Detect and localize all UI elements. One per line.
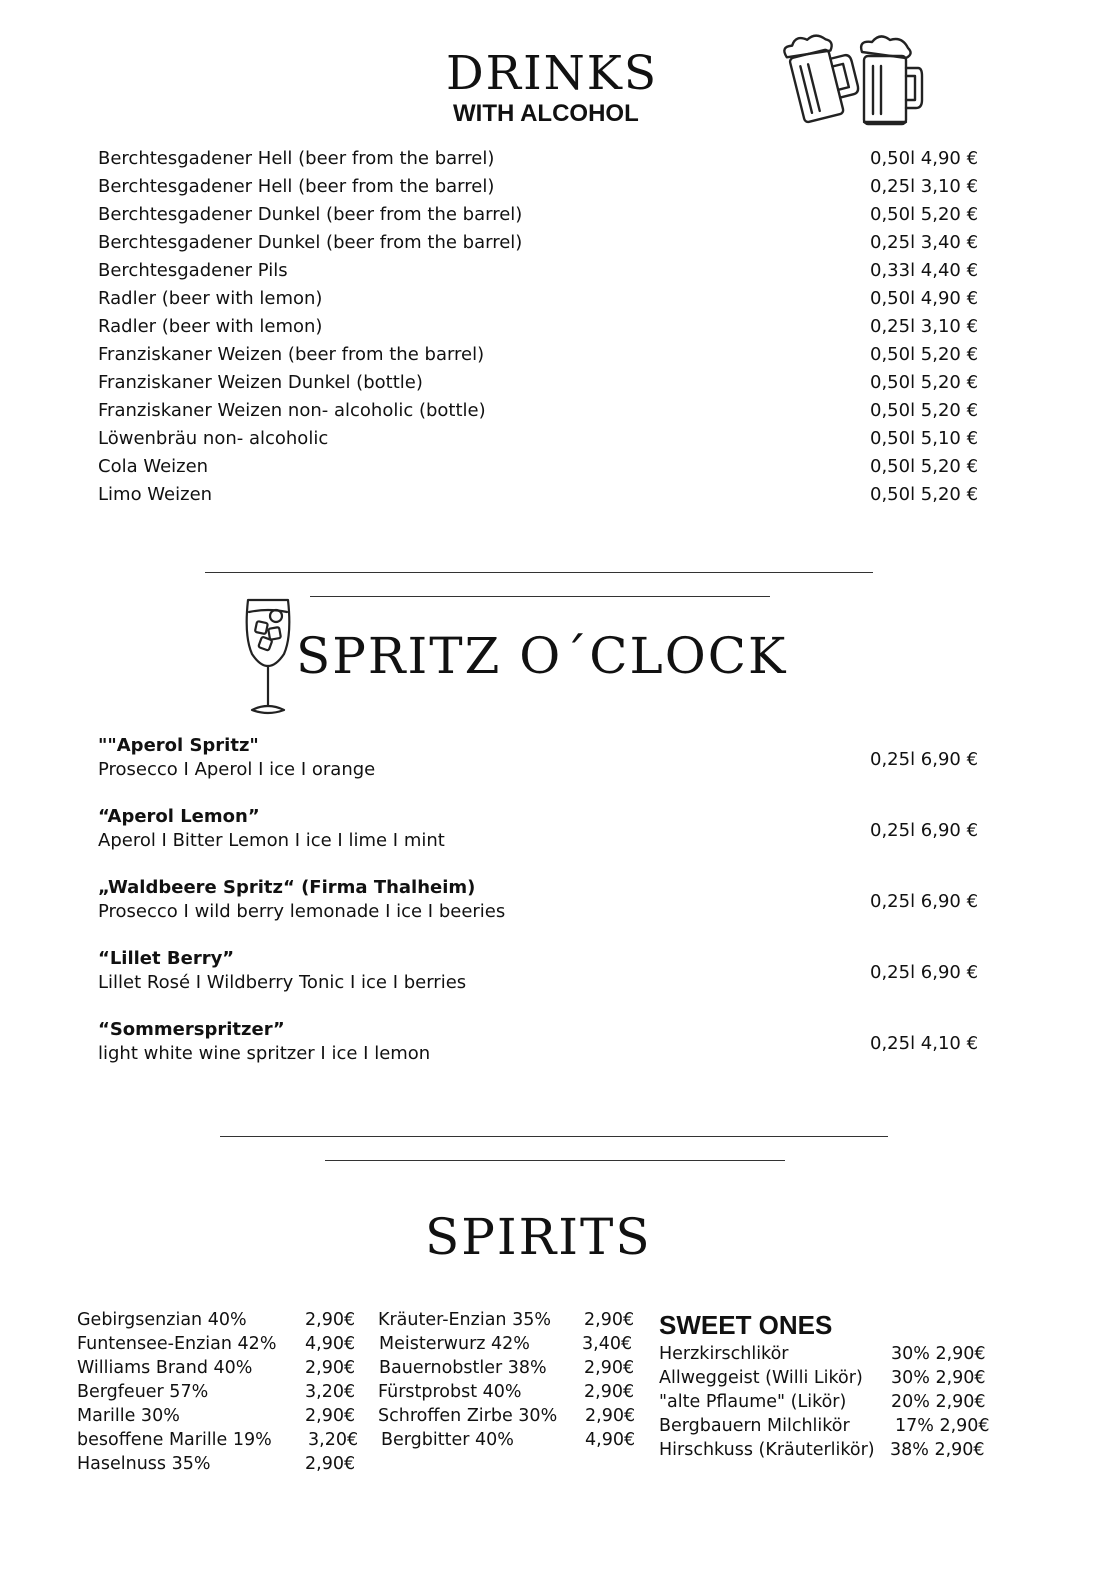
item-price: 3,20€ (305, 1382, 356, 1402)
list-item (77, 1356, 357, 1380)
item-price: 4,90€ (585, 1430, 636, 1450)
item-name: „Waldbeere Spritz“ (Firma Thalheim) (98, 877, 476, 898)
list-item (98, 876, 978, 930)
item-name: Radler (beer with lemon) (98, 316, 323, 337)
item-name: Funtensee-Enzian 42% (77, 1334, 277, 1354)
item-name: ""Aperol Spritz" (98, 735, 259, 756)
item-price: 0,50l 5,20 € (870, 484, 979, 505)
item-price: 0,50l 5,20 € (870, 204, 979, 225)
list-item (659, 1390, 989, 1414)
list-item (98, 201, 978, 229)
list-item (98, 481, 978, 509)
divider-line (325, 1160, 785, 1161)
list-item (98, 229, 978, 257)
item-price: 2,90€ (305, 1358, 356, 1378)
list-item (659, 1366, 989, 1390)
item-description: Prosecco I Aperol I ice I orange (98, 759, 376, 780)
beer-mugs-icon (780, 28, 925, 132)
item-name: Bergbitter 40% (381, 1430, 514, 1450)
item-price: 0,50l 4,90 € (870, 148, 979, 169)
item-description: light white wine spritzer I ice I lemon (98, 1043, 431, 1064)
list-item (378, 1428, 638, 1452)
item-name: Kräuter-Enzian 35% (378, 1310, 551, 1330)
item-price: 0,50l 5,20 € (870, 344, 979, 365)
list-item (659, 1342, 989, 1366)
list-item (98, 734, 978, 788)
list-item (378, 1356, 638, 1380)
list-item (98, 145, 978, 173)
item-name: Berchtesgadener Dunkel (beer from the barrel) (98, 232, 523, 253)
spritz-title: SPRITZ O´CLOCK (296, 627, 788, 685)
list-item (378, 1380, 638, 1404)
item-price: 38% 2,90€ (890, 1440, 985, 1460)
item-price: 0,25l 3,10 € (870, 316, 979, 337)
item-name: Franziskaner Weizen (beer from the barrel) (98, 344, 485, 365)
item-name: Gebirgsenzian 40% (77, 1310, 247, 1330)
item-name: Berchtesgadener Pils (98, 260, 288, 281)
list-item (98, 257, 978, 285)
item-name: Bergfeuer 57% (77, 1382, 209, 1402)
item-price: 2,90€ (585, 1406, 636, 1426)
divider-line (205, 572, 873, 573)
item-price: 2,90€ (305, 1310, 356, 1330)
item-price: 0,33l 4,40 € (870, 260, 979, 281)
item-name: Schroffen Zirbe 30% (378, 1406, 558, 1426)
list-item (378, 1308, 638, 1332)
item-name: Bauernobstler 38% (379, 1358, 547, 1378)
item-price: 4,90€ (305, 1334, 356, 1354)
sweet-ones-title: SWEET ONES (659, 1310, 833, 1340)
item-price: 20% 2,90€ (891, 1392, 986, 1412)
item-name: “Sommerspritzer” (98, 1019, 285, 1040)
item-price: 0,50l 5,20 € (870, 372, 979, 393)
item-description: Lillet Rosé I Wildberry Tonic I ice I berries (98, 972, 467, 993)
item-price: 3,40€ (582, 1334, 633, 1354)
item-name: “Aperol Lemon” (98, 806, 260, 827)
item-price: 0,25l 6,90 € (870, 891, 979, 912)
list-item (378, 1404, 638, 1428)
item-price: 3,20€ (308, 1430, 359, 1450)
item-name: “Lillet Berry” (98, 948, 235, 969)
item-price: 0,25l 3,10 € (870, 176, 979, 197)
drinks-subtitle: WITH ALCOHOL (453, 100, 639, 127)
list-item (77, 1380, 357, 1404)
list-item (77, 1404, 357, 1428)
item-name: Marille 30% (77, 1406, 180, 1426)
item-price: 2,90€ (305, 1406, 356, 1426)
drinks-title: DRINKS (446, 46, 659, 101)
list-item (659, 1414, 989, 1438)
item-price: 0,25l 6,90 € (870, 749, 979, 770)
item-price: 0,50l 5,20 € (870, 456, 979, 477)
item-name: Allweggeist (Willi Likör) (659, 1368, 863, 1388)
item-name: Franziskaner Weizen Dunkel (bottle) (98, 372, 423, 393)
item-name: Franziskaner Weizen non- alcoholic (bottle) (98, 400, 486, 421)
list-item (98, 369, 978, 397)
item-price: 30% 2,90€ (891, 1344, 986, 1364)
item-name: Löwenbräu non- alcoholic (98, 428, 329, 449)
item-name: Williams Brand 40% (77, 1358, 253, 1378)
item-name: Meisterwurz 42% (379, 1334, 530, 1354)
item-price: 0,25l 3,40 € (870, 232, 979, 253)
list-item (659, 1438, 989, 1462)
spritz-glass-icon (240, 596, 296, 720)
list-item (98, 805, 978, 859)
spirits-title: SPIRITS (425, 1208, 652, 1266)
divider-line (310, 596, 770, 597)
list-item (98, 285, 978, 313)
item-price: 2,90€ (584, 1358, 635, 1378)
item-price: 2,90€ (584, 1382, 635, 1402)
item-name: Berchtesgadener Hell (beer from the barrel) (98, 176, 495, 197)
item-description: Aperol I Bitter Lemon I ice I lime I mint (98, 830, 445, 851)
item-name: Cola Weizen (98, 456, 209, 477)
divider-line (220, 1136, 888, 1137)
item-name: Berchtesgadener Hell (beer from the barrel) (98, 148, 495, 169)
list-item (98, 947, 978, 1001)
item-name: besoffene Marille 19% (77, 1430, 272, 1450)
list-item (98, 397, 978, 425)
list-item (77, 1428, 357, 1452)
item-name: Bergbauern Milchlikör (659, 1416, 850, 1436)
item-price: 0,25l 6,90 € (870, 820, 979, 841)
list-item (98, 425, 978, 453)
item-name: Hirschkuss (Kräuterlikör) (659, 1440, 875, 1460)
item-name: "alte Pflaume" (Likör) (659, 1392, 847, 1412)
list-item (98, 1018, 978, 1072)
list-item (98, 341, 978, 369)
item-price: 0,25l 4,10 € (870, 1033, 979, 1054)
list-item (98, 173, 978, 201)
list-item (378, 1332, 638, 1356)
item-name: Fürstprobst 40% (378, 1382, 522, 1402)
list-item (98, 313, 978, 341)
item-description: Prosecco I wild berry lemonade I ice I beeries (98, 901, 506, 922)
item-name: Herzkirschlikör (659, 1344, 789, 1364)
list-item (77, 1332, 357, 1356)
item-price: 0,50l 5,20 € (870, 400, 979, 421)
item-price: 30% 2,90€ (891, 1368, 986, 1388)
item-name: Haselnuss 35% (77, 1454, 211, 1474)
item-price: 2,90€ (305, 1454, 356, 1474)
item-price: 0,25l 6,90 € (870, 962, 979, 983)
item-name: Limo Weizen (98, 484, 213, 505)
item-price: 17% 2,90€ (895, 1416, 990, 1436)
list-item (77, 1308, 357, 1332)
item-price: 0,50l 5,10 € (870, 428, 979, 449)
item-name: Radler (beer with lemon) (98, 288, 323, 309)
list-item (77, 1452, 357, 1476)
item-price: 0,50l 4,90 € (870, 288, 979, 309)
item-price: 2,90€ (584, 1310, 635, 1330)
item-name: Berchtesgadener Dunkel (beer from the barrel) (98, 204, 523, 225)
list-item (98, 453, 978, 481)
